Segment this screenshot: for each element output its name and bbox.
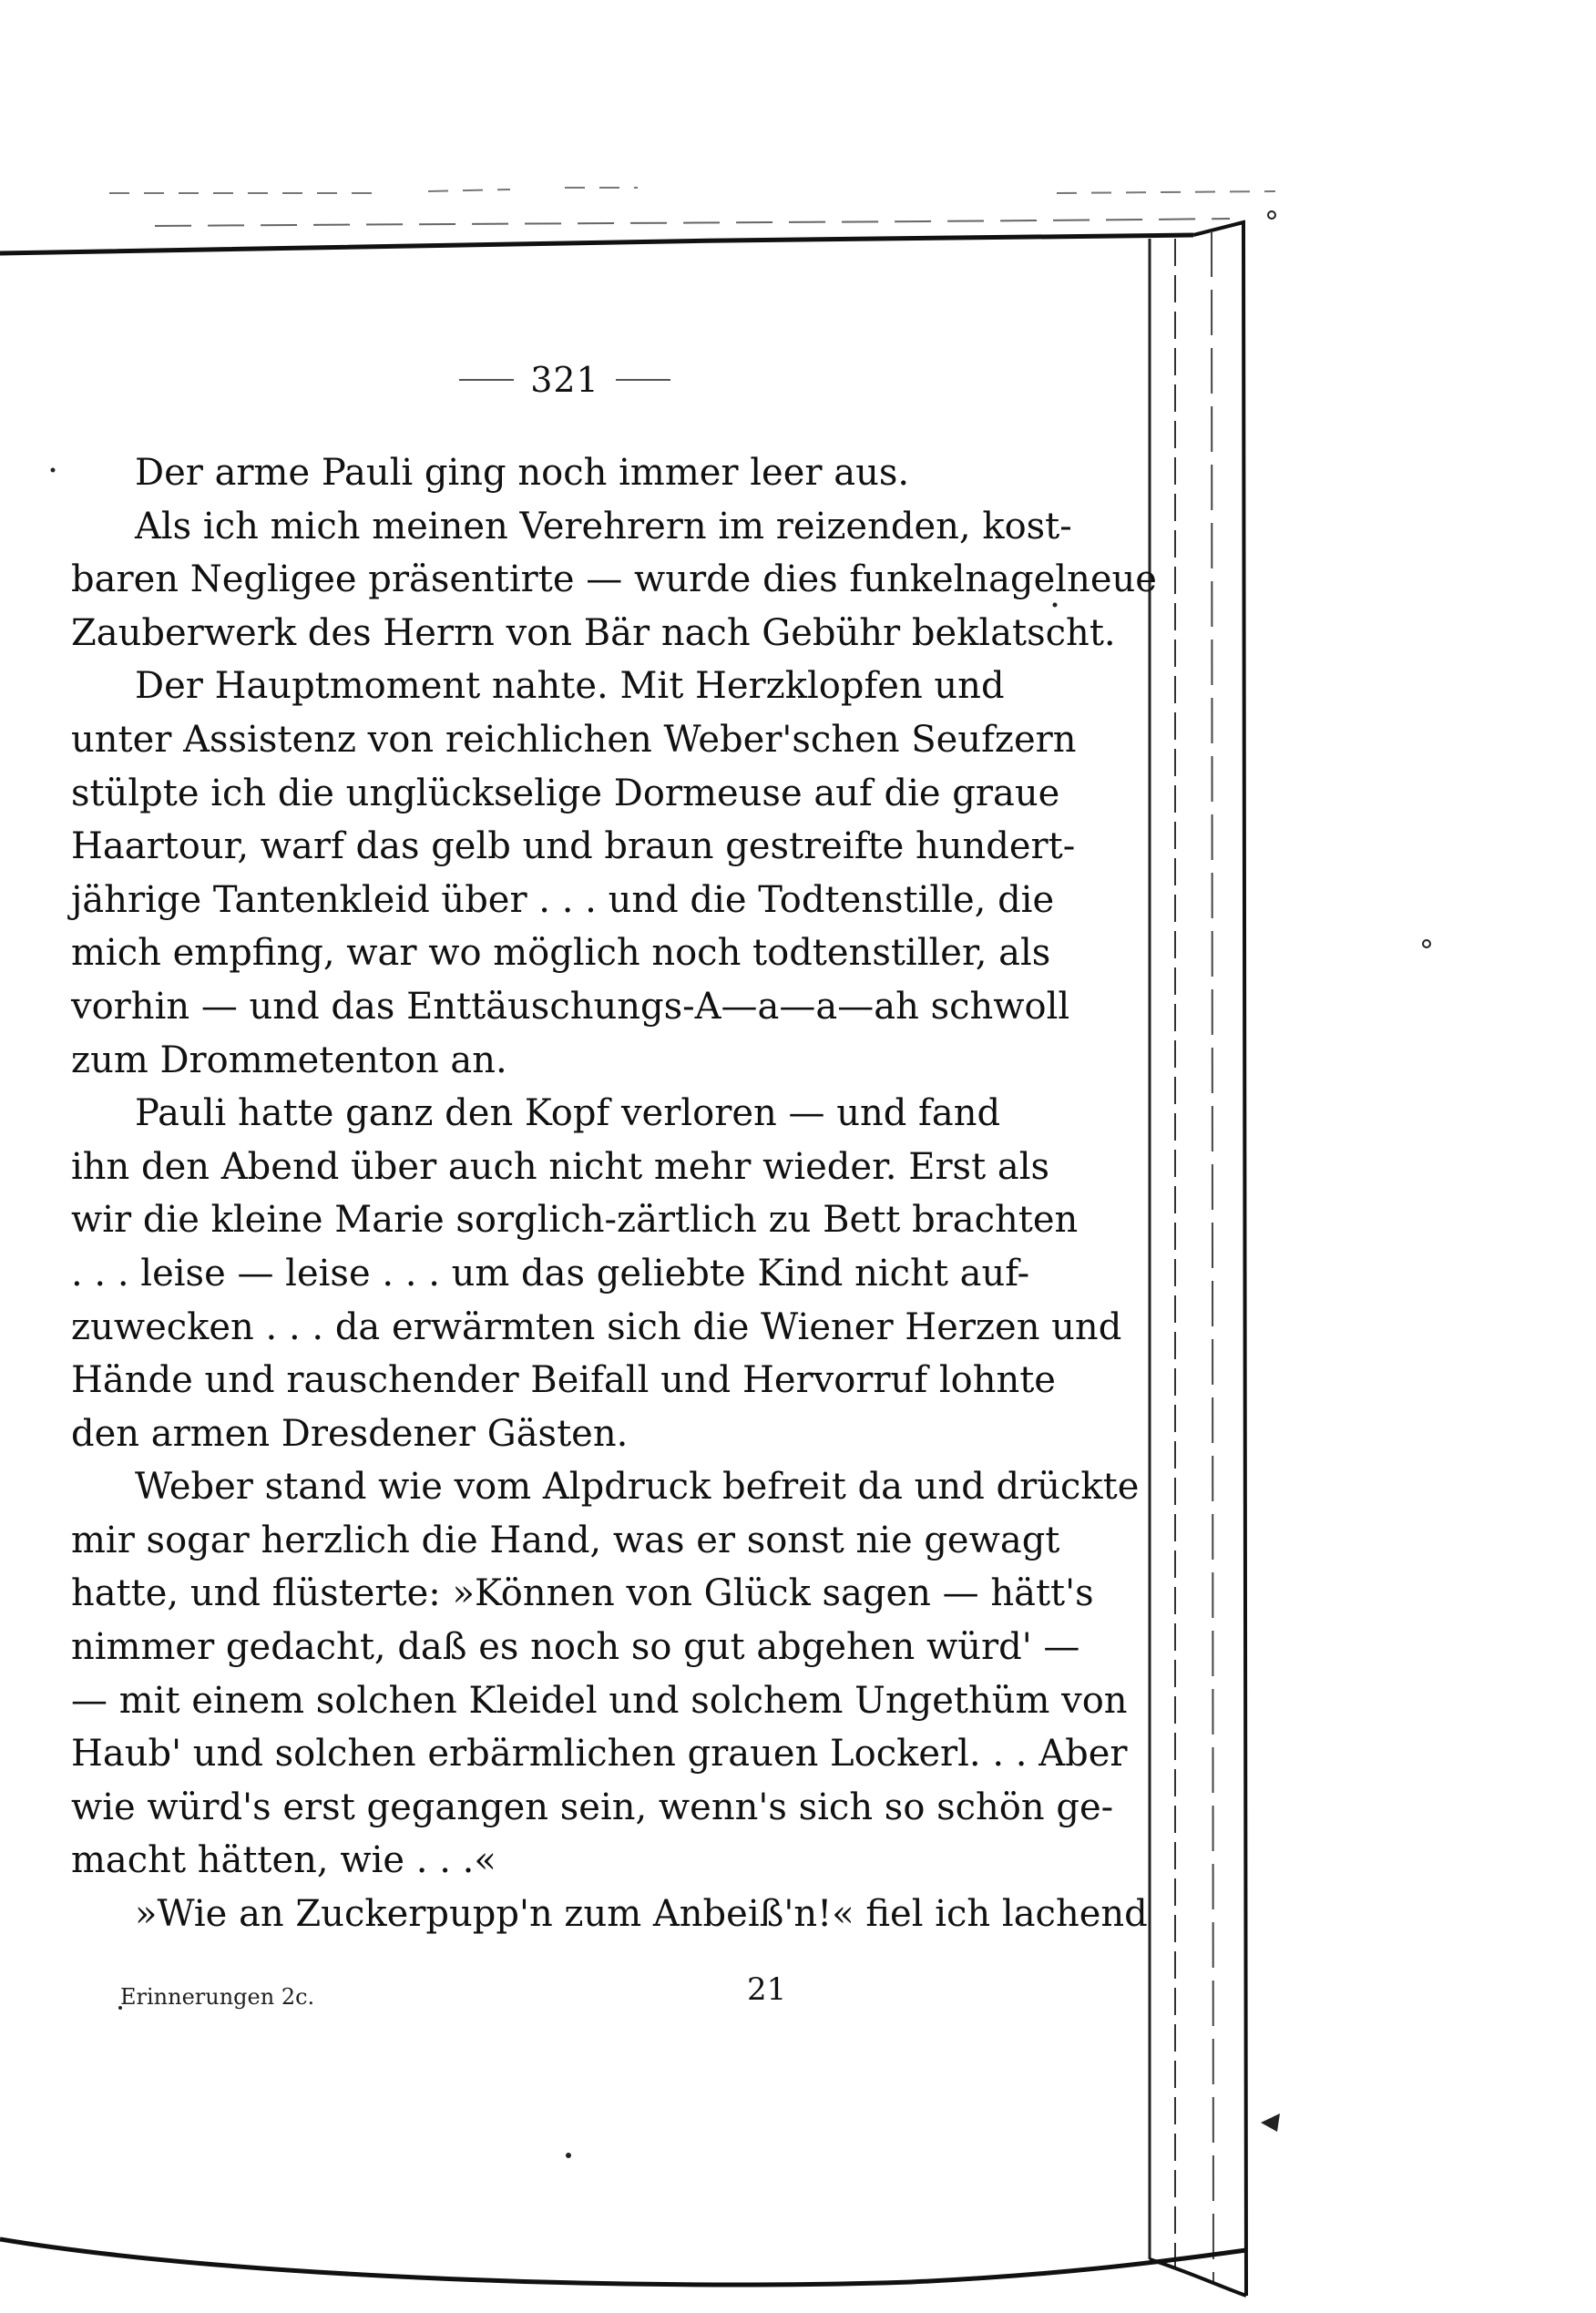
text-line: den armen Dresdener Gästen.	[71, 1412, 629, 1455]
text-line: mir sogar herzlich die Hand, was er sonst nie gewagt	[71, 1519, 1060, 1561]
speck	[566, 2153, 571, 2158]
text-line: »Wie an Zuckerpupp'n zum Anbeiß'n!« fiel ich lachend	[135, 1893, 1148, 1936]
speck	[1053, 603, 1058, 608]
text-line: Hände und rauschender Beifall und Hervorruf lohnte	[71, 1359, 1056, 1402]
text-line: Haub' und solchen erbärmlichen grauen Lockerl. . . Aber	[71, 1733, 1128, 1776]
text-line: . . . leise — leise . . . um das geliebte Kind nicht auf-	[71, 1252, 1030, 1295]
text-line: baren Negligee präsentirte — wurde dies funkelnagelneue	[71, 558, 1157, 601]
speck	[1268, 211, 1275, 219]
text-line: jährige Tantenkleid über . . . und die Todtenstille, die	[71, 878, 1055, 921]
page-top-scan-noise	[109, 188, 1275, 193]
text-line: Weber stand wie vom Alpdruck befreit da und drückte	[135, 1466, 1140, 1509]
text-line: wir die kleine Marie sorglich-zärtlich zu Bett brachten	[71, 1199, 1079, 1242]
text-line: zuwecken . . . da erwärmten sich die Wiener Herzen und	[71, 1305, 1122, 1348]
text-line: ihn den Abend über auch nicht mehr wieder. Erst als	[71, 1145, 1050, 1188]
text-line: Als ich mich meinen Verehrern im reizenden, kost-	[135, 505, 1072, 548]
fore-edge-outer	[1193, 222, 1246, 2296]
text-line: Der arme Pauli ging noch immer leer aus.	[135, 452, 910, 494]
page-number: 321	[530, 360, 599, 400]
text-line: nimmer gedacht, daß es noch so gut abgehen würd' —	[71, 1626, 1080, 1669]
text-line: unter Assistenz von reichlichen Weber'schen Seufzern	[71, 718, 1077, 761]
page-bottom-edge-2	[1150, 2259, 1246, 2296]
text-line: zum Drommetenton an.	[71, 1039, 507, 1081]
page-header	[383, 357, 747, 403]
signature-mark: 21	[747, 1971, 787, 2008]
text-line: Zauberwerk des Herrn von Bär nach Gebühr beklatscht.	[71, 611, 1116, 654]
text-line: mich empfing, war wo möglich noch todtenstiller, als	[71, 932, 1051, 975]
page-bottom-edge	[0, 2239, 1246, 2285]
speck	[51, 468, 56, 473]
text-line: hatte, und flüsterte: »Können von Glück sagen — hätt's	[71, 1572, 1094, 1615]
text-line: macht hätten, wie . . .«	[71, 1839, 496, 1882]
speck	[1423, 940, 1430, 947]
text-line: vorhin — und das Enttäuschungs-A—a—a—ah schwoll	[71, 985, 1070, 1028]
footer-title: Erinnerungen 2c.	[120, 1984, 315, 2010]
text-line: Haartour, warf das gelb und braun gestreifte hundert-	[71, 825, 1076, 868]
corner-mark	[1261, 2113, 1280, 2132]
text-line: — mit einem solchen Kleidel und solchem Ungethüm von	[71, 1679, 1128, 1722]
page-top-edge-faint	[155, 219, 1230, 226]
text-line: Pauli hatte ganz den Kopf verloren — und fand	[135, 1092, 1001, 1135]
text-line: wie würd's erst gegangen sein, wenn's sich so schön ge-	[71, 1786, 1114, 1828]
body-text	[71, 446, 1157, 1941]
text-line: Der Hauptmoment nahte. Mit Herzklopfen und	[135, 665, 1005, 708]
page-top-edge	[0, 235, 1193, 253]
header-dash-right	[616, 379, 670, 381]
header-dash-left	[459, 379, 514, 381]
fore-edge-inner-3	[1212, 231, 1213, 2282]
text-line: stülpte ich die unglückselige Dormeuse auf die graue	[71, 772, 1060, 814]
